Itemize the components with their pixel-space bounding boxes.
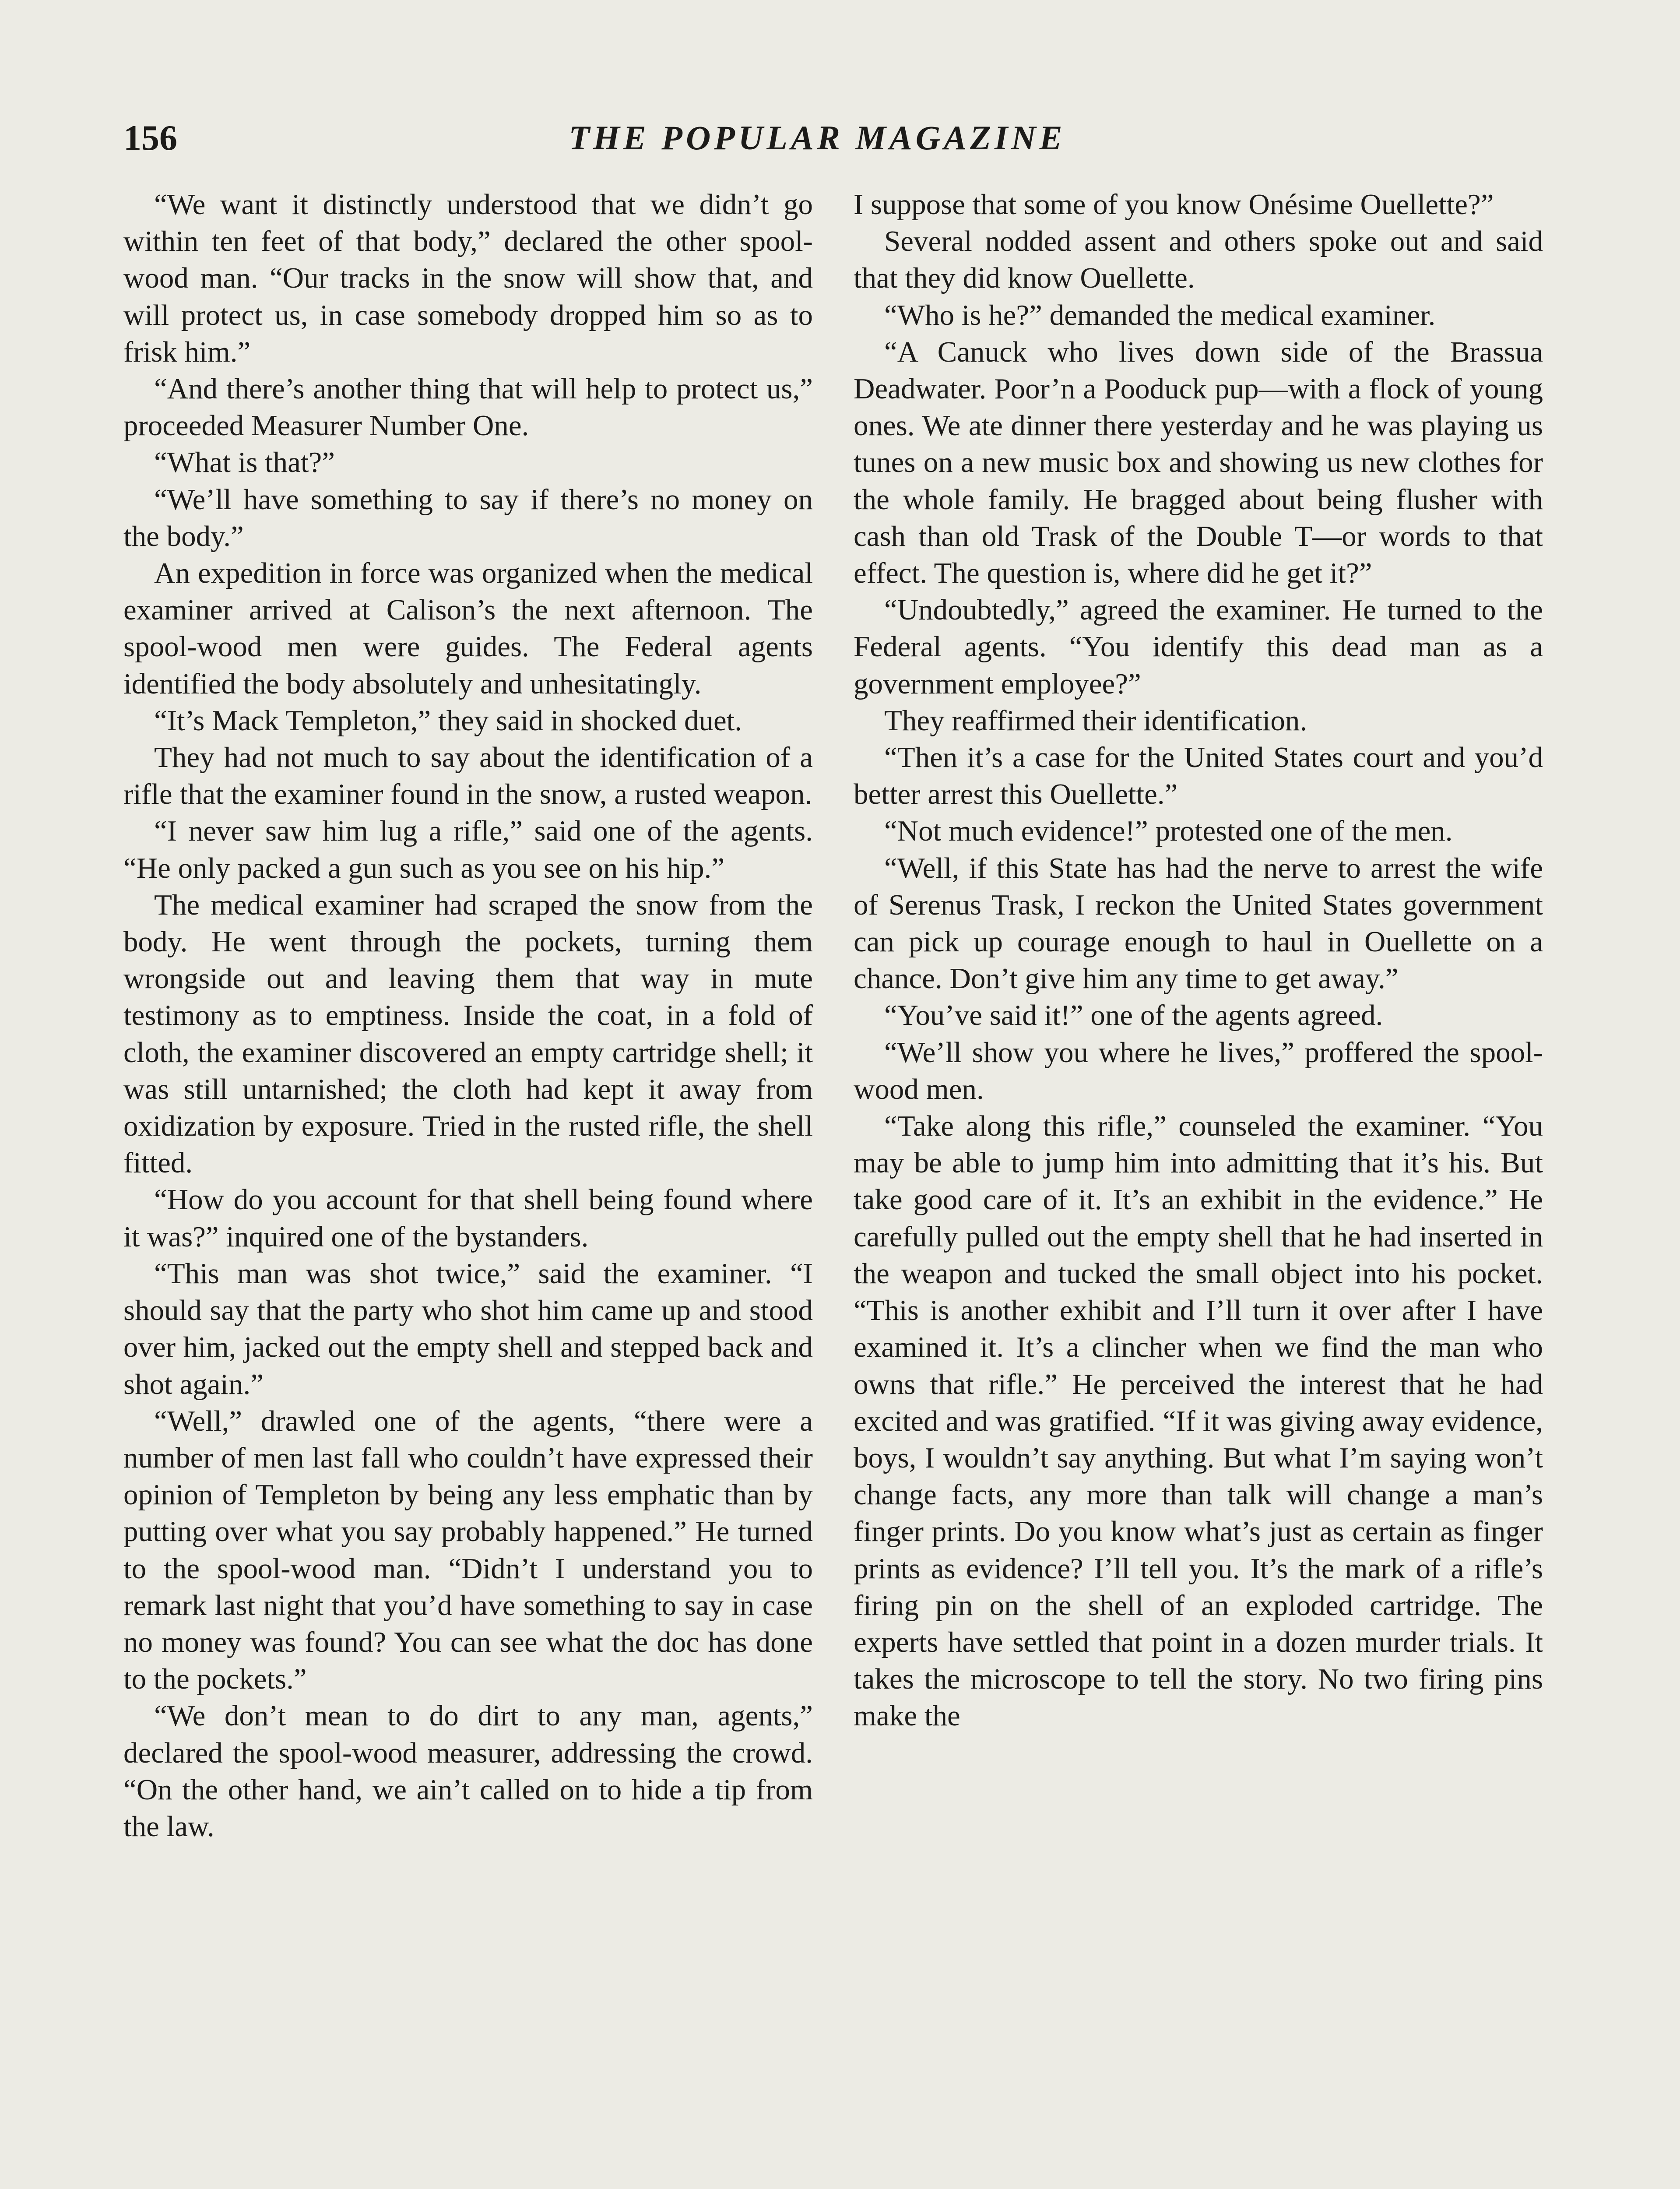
paragraph: “Then it’s a case for the United States court and you’d better arrest this Ouellette.” xyxy=(854,741,1543,811)
paragraph: “We’ll have something to say if there’s no money on the body.” xyxy=(123,483,813,553)
paragraph: “How do you account for that shell being found where it was?” inquired one of the bystanders. xyxy=(123,1183,813,1253)
paragraph: “Well,” drawled one of the agents, “there were a number of men last fall who couldn’t have expressed their opinion of Templeton by being any less emphatic than by putting over what you say probably happened.” He turned to the spool-wood man. “Didn’t I understand you to remark last night that you’d have something to say in case no money was found? You can see what the doc has done to the pockets.” xyxy=(123,1404,813,1696)
paragraph: “We don’t mean to do dirt to any man, agents,” declared the spool-wood measurer, addressing the crowd. “On the other hand, we ain’t called on to hide a tip from the law. xyxy=(123,1700,813,1843)
paragraph: “This man was shot twice,” said the examiner. “I should say that the party who shot him came up and stood over him, jacked out the empty shell and stepped back and shot again.” xyxy=(123,1257,813,1401)
paragraph: “Who is he?” demanded the medical examiner. xyxy=(884,299,1436,331)
paragraph: “Undoubtedly,” agreed the examiner. He turned to the Federal agents. “You identify this dead man as a government employee?” xyxy=(854,594,1543,700)
page-header xyxy=(123,109,1511,166)
paragraph: “I never saw him lug a rifle,” said one of the agents. “He only packed a gun such as you see on his hip.” xyxy=(123,815,813,884)
right-column xyxy=(854,186,1543,1735)
running-title: THE POPULAR MAGAZINE xyxy=(569,119,1066,157)
paragraph: “We’ll show you where he lives,” proffered the spool-wood men. xyxy=(854,1036,1543,1105)
paragraph: “Well, if this State has had the nerve to arrest the wife of Serenus Trask, I reckon the United States government can pick up courage enough to haul in Ouellette on a chance. Don’t give him any time to get away.” xyxy=(854,852,1543,995)
paragraph: “We want it distinctly understood that we didn’t go within ten feet of that body,” declared the other spool-wood man. “Our tracks in the snow will show that, and will protect us, in case somebody dropped him so as to frisk him.” xyxy=(123,188,813,368)
left-column xyxy=(123,186,813,1845)
paragraph: They reaffirmed their identification. xyxy=(884,704,1307,737)
paragraph: “And there’s another thing that will help to protect us,” proceeded Measurer Number One. xyxy=(123,373,813,442)
paragraph: “You’ve said it!” one of the agents agreed. xyxy=(884,999,1383,1032)
paragraph: An expedition in force was organized when the medical examiner arrived at Calison’s the next afternoon. The spool-wood men were guides. The Federal agents identified the body absolutely and unhesitatingly. xyxy=(123,557,813,700)
paragraph: “What is that?” xyxy=(154,446,335,479)
paragraph: “A Canuck who lives down side of the Brassua Deadwater. Poor’n a Pooduck pup—with a flock of young ones. We ate dinner there yesterday and he was playing us tunes on a new music box and showing us new clothes for the whole family. He bragged about being flusher with cash than old Trask of the Double T—or words to that effect. The question is, where did he get it?” xyxy=(854,335,1543,590)
paragraph: Several nodded assent and others spoke out and said that they did know Ouellette. xyxy=(854,225,1543,295)
paragraph-continued: I suppose that some of you know Onésime Ouellette?” xyxy=(854,188,1494,221)
paragraph: “It’s Mack Templeton,” they said in shocked duet. xyxy=(154,704,742,737)
page-number: 156 xyxy=(123,118,177,158)
paragraph: “Not much evidence!” protested one of the men. xyxy=(884,815,1453,848)
paragraph: The medical examiner had scraped the snow from the body. He went through the pockets, turning them wrongside out and leaving them that way in mute testimony as to emptiness. Inside the coat, in a fold of cloth, the examiner discovered an empty cartridge shell; it was still untarnished; the cloth had kept it away from oxidization by exposure. Tried in the rusted rifle, the shell fitted. xyxy=(123,888,813,1179)
paragraph: “Take along this rifle,” counseled the examiner. “You may be able to jump him into admitting that it’s his. But take good care of it. It’s an exhibit in the evidence.” He carefully pulled out the empty shell that he had inserted in the weapon and tucked the small object into his pocket. “This is another exhibit and I’ll turn it over after I have examined it. It’s a clincher when we find the man who owns that rifle.” He perceived the interest that he had excited and was gratified. “If it was giving away evidence, boys, I wouldn’t say anything. But what I’m saying won’t change facts, any more than talk will change a man’s finger prints. Do you know what’s just as certain as finger prints as evidence? I’ll tell you. It’s the mark of a rifle’s firing pin on the shell of an exploded cartridge. The experts have settled that point in a dozen murder trials. It takes the microscope to tell the story. No two firing pins make the xyxy=(854,1110,1543,1732)
paragraph: They had not much to say about the identification of a rifle that the examiner found in the snow, a rusted weapon. xyxy=(123,741,813,811)
